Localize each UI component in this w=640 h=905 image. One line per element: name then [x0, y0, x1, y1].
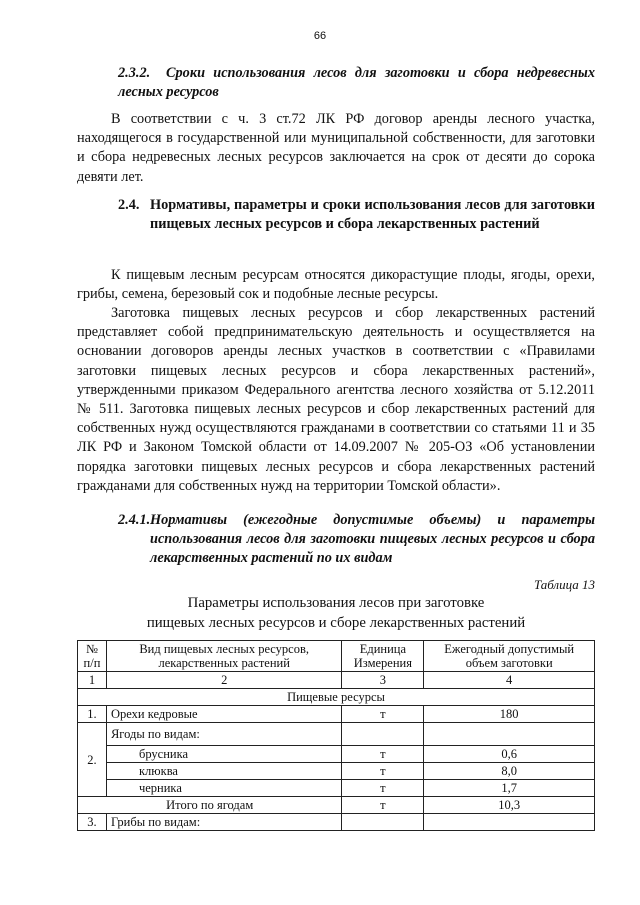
section-heading-2-4: [118, 196, 595, 234]
resource-name: Орехи кедровые: [106, 706, 341, 723]
header-cell: Единица Измерения: [342, 641, 424, 672]
header-cell: Вид пищевых лесных ресурсов, лекарственных растений: [106, 641, 341, 672]
column-number: 2: [106, 672, 341, 689]
paragraph-text: В соответствии с ч. 3 ст.72 ЛК РФ договор аренды лесного участка, находящегося в государственной или муниципальной собственности, для заготовки и сбора недревесных лесных ресурсов заключается на срок от десяти до сорока девяти лет.: [77, 111, 595, 185]
value: 8,0: [424, 763, 595, 780]
column-number: 4: [424, 672, 595, 689]
header-cell: Ежегодный допустимый объем заготовки: [424, 641, 595, 672]
resource-name: Ягоды по видам:: [106, 723, 341, 746]
table-row: [78, 746, 595, 763]
unit: т: [342, 763, 424, 780]
value: 0,6: [424, 746, 595, 763]
table-caption: [77, 593, 595, 633]
resource-name: Грибы по видам:: [106, 814, 341, 831]
section-number: 2.3.2.: [118, 65, 151, 81]
group-title: Пищевые ресурсы: [78, 689, 595, 706]
value: 180: [424, 706, 595, 723]
table-row: [78, 706, 595, 723]
parameters-table: [77, 640, 595, 831]
table-row: [78, 814, 595, 831]
table-row: [78, 780, 595, 797]
resource-name: брусника: [106, 746, 341, 763]
resource-name: клюква: [106, 763, 341, 780]
section-title: Сроки использования лесов для заготовки и сбора недревесных лесных ресурсов: [118, 65, 595, 100]
table-caption-line-1: Параметры использования лесов при заготовке: [187, 595, 485, 611]
table-header-row: [78, 641, 595, 672]
table-caption-line-2: пищевых лесных ресурсов и сборе лекарственных растений: [146, 615, 526, 631]
row-number: 2.: [78, 723, 107, 797]
value: 10,3: [424, 797, 595, 814]
paragraph-food-resources: [77, 266, 595, 304]
total-label: Итого по ягодам: [78, 797, 342, 814]
unit: т: [342, 746, 424, 763]
row-number: 3.: [78, 814, 107, 831]
unit: т: [342, 780, 424, 797]
table-total-row: [78, 797, 595, 814]
table-label: Таблица 13: [533, 577, 595, 592]
unit: т: [342, 706, 424, 723]
page-number: 66: [313, 30, 327, 42]
section-number: 2.4.1.: [118, 512, 151, 528]
column-number: 1: [78, 672, 107, 689]
header-cell: № п/п: [78, 641, 107, 672]
section-heading-2-3-2: [118, 64, 595, 102]
column-number-row: [78, 672, 595, 689]
section-title: Нормативы (ежегодные допустимые объемы) и параметры использования лесов для заготовки пищевых лесных ресурсов и сбора лекарственных растений по их видам: [150, 512, 595, 566]
column-number: 3: [342, 672, 424, 689]
unit: т: [342, 797, 424, 814]
paragraph-text: Заготовка пищевых лесных ресурсов и сбор лекарственных растений представляет собой предпринимательскую деятельность и осуществляется на основании договоров аренды лесных участков в соответствии с «Правилами заготовки пищевых лесных ресурсов и сбора лекарственных растений», утвержденными приказом Федерального агентства лесного хозяйства от 5.12.2011 № 511. Заготовка пищевых лесных ресурсов и сбор лекарственных растений для собственных нужд осуществляются гражданами в соответствии со статьями 11 и 35 ЛК РФ и Законом Томской области от 14.09.2007 № 205-ОЗ «Об установлении порядка заготовки пищевых лесных ресурсов и сбора лекарственных растений гражданами для собственных нужд на территории Томской области».: [77, 305, 595, 494]
paragraph-lease-term: [77, 110, 595, 187]
value: 1,7: [424, 780, 595, 797]
section-heading-2-4-1: [118, 511, 595, 568]
resource-name: черника: [106, 780, 341, 797]
section-title: Нормативы, параметры и сроки использования лесов для заготовки пищевых лесных ресурсов и сбора лекарственных растений: [150, 197, 595, 232]
table-row: [78, 723, 595, 746]
paragraph-harvest-rules: [77, 304, 595, 496]
paragraph-text: К пищевым лесным ресурсам относятся дикорастущие плоды, ягоды, орехи, грибы, семена, березовый сок и подобные лесные ресурсы.: [77, 267, 595, 303]
table-row: [78, 763, 595, 780]
section-number: 2.4.: [118, 197, 140, 213]
row-number: 1.: [78, 706, 107, 723]
group-title-row: [78, 689, 595, 706]
